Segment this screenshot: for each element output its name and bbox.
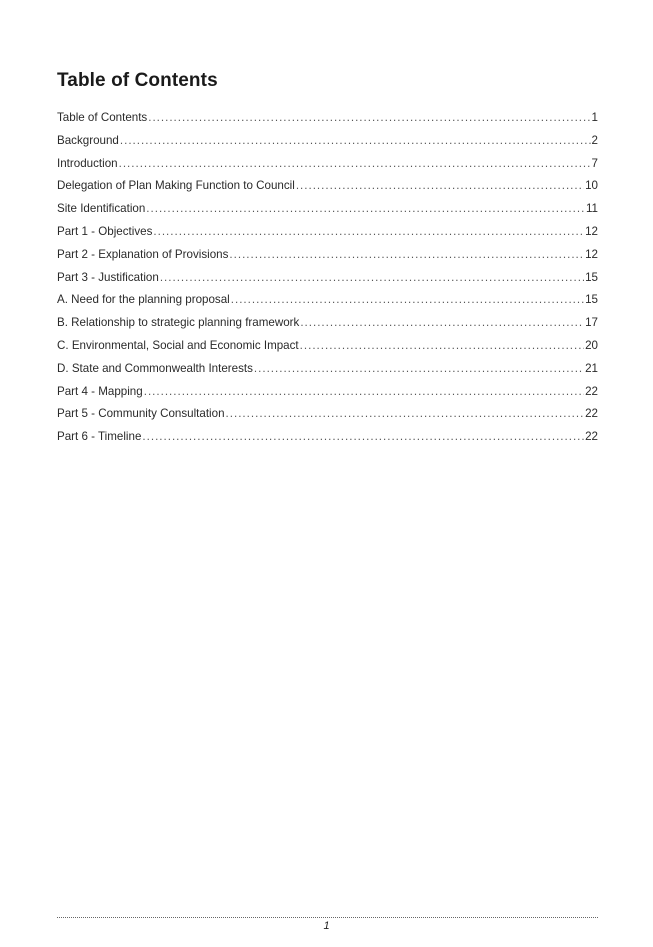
toc-leader-dots (229, 248, 584, 261)
toc-entry-page: 2 (591, 133, 598, 147)
toc-entry-page: 12 (585, 247, 598, 261)
toc-entry-page: 12 (585, 224, 598, 238)
toc-list (57, 111, 598, 453)
toc-entry-title: Part 3 - Justification (57, 270, 159, 284)
toc-entry[interactable] (57, 248, 598, 271)
toc-entry[interactable] (57, 362, 598, 385)
toc-leader-dots (296, 179, 584, 192)
toc-entry[interactable] (57, 316, 598, 339)
toc-leader-dots (146, 202, 585, 215)
toc-entry-page: 20 (585, 338, 598, 352)
toc-leader-dots (119, 157, 591, 170)
toc-entry-title: Part 6 - Timeline (57, 430, 142, 444)
toc-entry-title: Part 5 - Community Consultation (57, 407, 225, 421)
toc-leader-dots (120, 134, 591, 147)
toc-entry[interactable] (57, 134, 598, 157)
page-title: Table of Contents (57, 70, 218, 91)
toc-entry-title: A. Need for the planning proposal (57, 293, 230, 307)
toc-entry-page: 21 (585, 361, 598, 375)
toc-entry-page: 11 (585, 202, 598, 216)
toc-leader-dots (226, 407, 585, 420)
toc-entry-page: 15 (585, 293, 598, 307)
toc-entry-page: 7 (591, 156, 598, 170)
toc-entry[interactable] (57, 111, 598, 134)
toc-entry-title: Part 2 - Explanation of Provisions (57, 247, 229, 261)
toc-entry-title: C. Environmental, Social and Economic Impact (57, 338, 299, 352)
toc-entry-title: B. Relationship to strategic planning framework (57, 316, 300, 330)
toc-entry-page: 22 (585, 430, 598, 444)
toc-entry[interactable] (57, 430, 598, 453)
toc-leader-dots (144, 385, 584, 398)
toc-leader-dots (153, 225, 584, 238)
toc-entry-title: Table of Contents (57, 111, 148, 124)
toc-leader-dots (300, 316, 584, 329)
toc-entry[interactable] (57, 202, 598, 225)
toc-entry-title: Site Identification (57, 202, 146, 216)
toc-entry-page: 10 (585, 179, 598, 193)
toc-entry-page: 1 (591, 111, 598, 124)
toc-entry-page: 22 (585, 407, 598, 421)
toc-entry-page: 22 (585, 384, 598, 398)
toc-leader-dots (160, 271, 584, 284)
toc-entry[interactable] (57, 385, 598, 408)
toc-entry[interactable] (57, 225, 598, 248)
toc-entry-title: Part 1 - Objectives (57, 224, 153, 238)
toc-leader-dots (142, 430, 584, 443)
footer-divider (57, 917, 598, 918)
toc-entry[interactable] (57, 271, 598, 294)
toc-entry-title: Introduction (57, 156, 118, 170)
toc-entry-title: Delegation of Plan Making Function to Council (57, 179, 295, 193)
page-number: 1 (323, 920, 330, 932)
toc-entry-page: 17 (585, 316, 598, 330)
toc-entry[interactable] (57, 157, 598, 180)
toc-leader-dots (300, 339, 584, 352)
toc-entry[interactable] (57, 407, 598, 430)
toc-entry-title: Part 4 - Mapping (57, 384, 143, 398)
toc-entry[interactable] (57, 339, 598, 362)
toc-entry[interactable] (57, 179, 598, 202)
toc-entry[interactable] (57, 293, 598, 316)
toc-entry-page: 15 (585, 270, 598, 284)
toc-entry-title: Background (57, 133, 119, 147)
toc-leader-dots (254, 362, 584, 375)
toc-leader-dots (231, 293, 584, 306)
toc-leader-dots (148, 111, 590, 124)
toc-entry-title: D. State and Commonwealth Interests (57, 361, 253, 375)
